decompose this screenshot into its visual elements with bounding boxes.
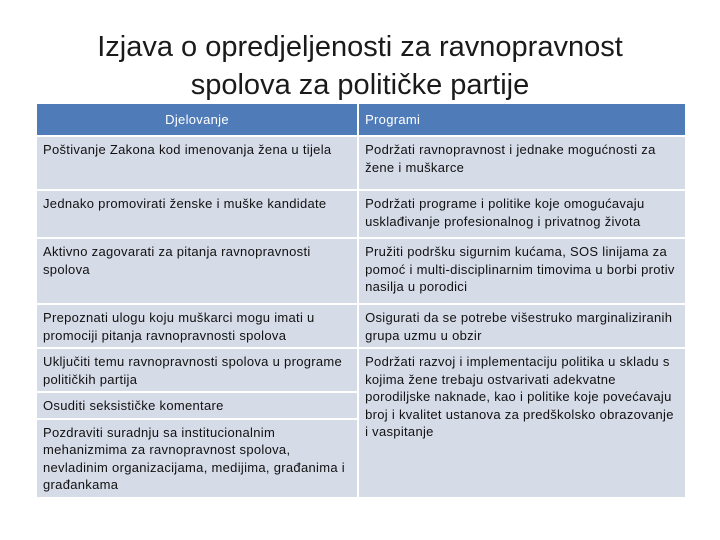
action-item: Pozdraviti suradnju sa institucionalnim mehanizmima za ravnopravnost spolova, nevladinim organizacijama, medijima, građanima i građankama xyxy=(37,420,357,497)
commitments-table xyxy=(37,104,685,497)
action-item: Osuditi seksističke komentare xyxy=(37,393,357,420)
table-row xyxy=(37,303,685,347)
table-row xyxy=(37,135,685,189)
table-header-row xyxy=(37,104,685,135)
table-cell-action: Poštivanje Zakona kod imenovanja žena u tijela xyxy=(37,135,357,189)
page-title xyxy=(0,28,720,104)
title-line-2: spolova za političke partije xyxy=(190,69,530,101)
table-cell-action: Prepoznati ulogu koju muškarci mogu imati u promociji pitanja ravnopravnosti spolova xyxy=(37,303,357,347)
table-cell-program: Osigurati da se potrebe višestruko marginaliziranih grupa uzmu u obzir xyxy=(357,303,685,347)
table-cell-program: Podržati ravnopravnost i jednake mogućnosti za žene i muškarce xyxy=(357,135,685,189)
action-item: Uključiti temu ravnopravnosti spolova u programe političkih partija xyxy=(37,349,357,393)
header-programi: Programi xyxy=(357,104,685,135)
table-row xyxy=(37,237,685,303)
table-cell-action: Jednako promovirati ženske i muške kandidate xyxy=(37,189,357,237)
header-djelovanje: Djelovanje xyxy=(37,104,357,135)
title-line-1: Izjava o opredjeljenosti za ravnopravnost xyxy=(97,31,623,63)
table-cell-program: Podržati programe i politike koje omogućavaju usklađivanje profesionalnog i privatnog života xyxy=(357,189,685,237)
table-cell-action-group xyxy=(37,347,357,497)
table-row xyxy=(37,347,685,497)
table-cell-program: Podržati razvoj i implementaciju politika u skladu s kojima žene trebaju ostvarivati adekvatne porodiljske naknade, kao i politike koje povećavaju broj i kvalitet ustanova za predškolsko obrazovanje i vaspitanje xyxy=(357,347,685,497)
table-cell-program: Pružiti podršku sigurnim kućama, SOS linijama za pomoć i multi-disciplinarnim timovima u borbi protiv nasilja u porodici xyxy=(357,237,685,303)
table-row xyxy=(37,189,685,237)
table-cell-action: Aktivno zagovarati za pitanja ravnopravnosti spolova xyxy=(37,237,357,303)
